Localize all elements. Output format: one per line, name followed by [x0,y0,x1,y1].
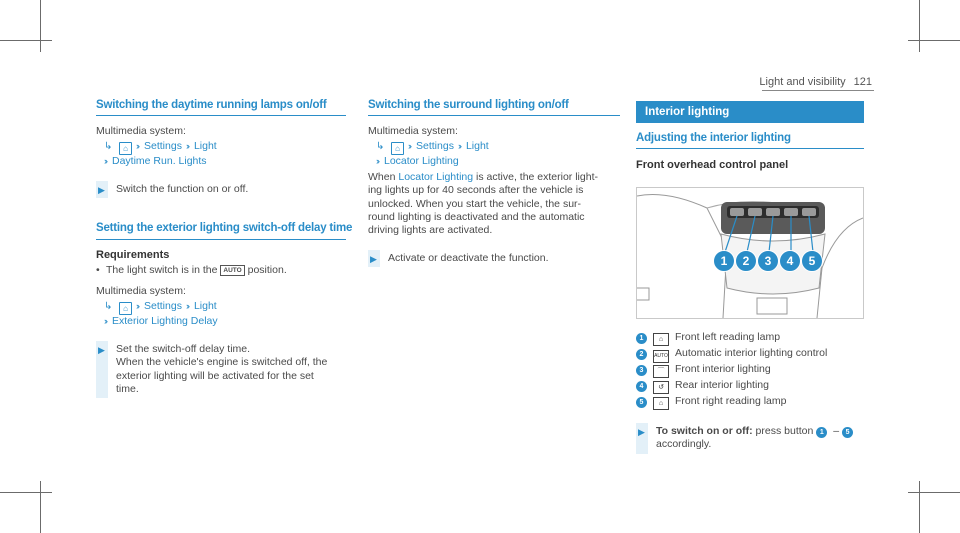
instruction-step [96,183,346,196]
legend-item [636,393,864,409]
step-label: To switch on or off: [656,424,753,437]
play-icon: ▶ [370,253,377,264]
page-number: 121 [853,76,872,88]
home-icon: ⌂ [119,142,132,155]
legend-number: 2 [636,349,647,360]
path-arrow-icon: ↳ [104,300,113,312]
menu-item-exterior-lighting-delay[interactable]: Exterior Lighting Delay [112,314,218,327]
crop-mark [40,0,41,52]
intro-text: Multimedia system: [368,125,458,138]
requirement-item [96,264,346,277]
chapter-banner: Interior lighting [636,101,864,123]
callout-3: 3 [757,250,779,272]
section-heading-switch-off-delay: Setting the exterior lighting switch-off delay time [96,222,346,239]
requirement-text: The light switch is in the [106,264,218,277]
legend-number: 5 [636,397,647,408]
chevron-icon: ›› [376,155,378,166]
play-icon: ▶ [98,344,105,355]
front-interior-light-icon: ⌒ [653,365,669,378]
menu-path [368,139,620,169]
legend-item [636,329,864,345]
subsection-heading: Front overhead control panel [636,159,789,172]
step-text: Activate or deactivate the function. [388,251,549,264]
menu-item-locator-lighting[interactable]: Locator Lighting [384,154,459,167]
menu-item-settings[interactable]: Settings [416,139,454,152]
auto-icon: AUTO [220,265,244,276]
menu-item-light[interactable]: Light [193,139,217,152]
paragraph-text: driving lights are activated. [368,224,493,237]
requirements-heading: Requirements [96,248,170,261]
crop-mark [908,40,960,41]
callout-5: 5 [801,250,823,272]
chevron-icon: ›› [104,155,106,166]
chevron-icon: ›› [104,315,106,326]
callout-2: 2 [735,250,757,272]
instruction-step [96,343,346,397]
legend-item [636,361,864,377]
paragraph-text: is active, the exterior light- [476,170,598,183]
step-text: press button [755,424,814,437]
crop-mark [40,481,41,533]
legend-number: 1 [636,333,647,344]
intro-text: Multimedia system: [96,285,186,298]
path-arrow-icon: ↳ [376,140,385,152]
chevron-icon: ›› [457,140,460,151]
legend-text: Automatic interior lighting control [675,346,828,359]
legend-text: Front interior lighting [675,362,771,375]
menu-path [96,299,346,329]
callout-1: 1 [713,250,735,272]
paragraph-text: round lighting is deactivated and the automatic [368,211,585,224]
path-arrow-icon: ↳ [104,140,113,152]
right-column [636,101,864,463]
chevron-icon: ›› [185,140,188,151]
crop-mark [919,481,920,533]
section-heading-surround-lighting: Switching the surround lighting on/off [368,99,620,116]
chevron-icon: ›› [185,300,188,311]
crop-mark [919,0,920,52]
step-text: time. [116,383,139,396]
reading-lamp-icon: ⌂ [653,333,669,346]
chevron-icon: ›› [408,140,410,151]
button-ref-5: 5 [842,427,853,438]
section-title: Light and visibility [759,76,846,88]
step-text: When the vehicle's engine is switched off, the [116,356,328,369]
instruction-step [636,425,864,452]
intro-text: Multimedia system: [96,125,186,138]
play-icon: ▶ [98,184,105,195]
legend-number: 4 [636,381,647,392]
menu-item-settings[interactable]: Settings [144,139,182,152]
paragraph-text: When [368,170,396,183]
legend-text: Front right reading lamp [675,394,787,407]
step-text: accordingly. [656,438,712,451]
callout-4: 4 [779,250,801,272]
step-text: exterior lighting will be activated for the set [116,369,314,382]
step-text: – [833,424,840,437]
legend-text: Rear interior lighting [675,378,769,391]
crop-mark [0,40,52,41]
step-text: Set the switch-off delay time. [116,342,251,355]
rear-interior-light-icon: ↺ [653,381,669,394]
running-header [759,76,872,88]
paragraph-text: ing lights up for 40 seconds after the vehicle is [368,184,584,197]
play-icon: ▶ [638,426,645,437]
legend-text: Front left reading lamp [675,330,781,343]
crop-mark [908,492,960,493]
requirement-text: position. [247,264,287,277]
menu-path [96,139,346,169]
section-heading-daytime-lamps: Switching the daytime running lamps on/off [96,99,346,116]
left-column [96,99,353,407]
menu-item-light[interactable]: Light [465,139,489,152]
section-heading-adjust-interior: Adjusting the interior lighting [636,132,864,149]
menu-item-daytime-run-lights[interactable]: Daytime Run. Lights [112,154,207,167]
figure-legend [636,329,864,409]
header-rule [762,90,874,91]
step-text: Switch the function on or off. [116,182,249,195]
body-paragraph [368,171,620,238]
chevron-icon: ›› [136,300,138,311]
menu-item-settings[interactable]: Settings [144,299,182,312]
locator-lighting-link[interactable]: Locator Lighting [398,170,474,183]
legend-item [636,377,864,393]
legend-number: 3 [636,365,647,376]
overhead-panel-figure [636,187,864,319]
home-icon: ⌂ [119,302,132,315]
legend-item [636,345,864,361]
middle-column [368,99,620,276]
button-ref-1: 1 [816,427,827,438]
instruction-step [368,252,620,265]
crop-mark [0,492,52,493]
paragraph-text: unlocked. When you start the vehicle, the sur- [368,197,582,210]
auto-lighting-icon: AUTO [653,350,669,363]
menu-item-light[interactable]: Light [193,299,217,312]
chevron-icon: ›› [136,140,138,151]
reading-lamp-icon: ⌂ [653,397,669,410]
home-icon: ⌂ [391,142,404,155]
